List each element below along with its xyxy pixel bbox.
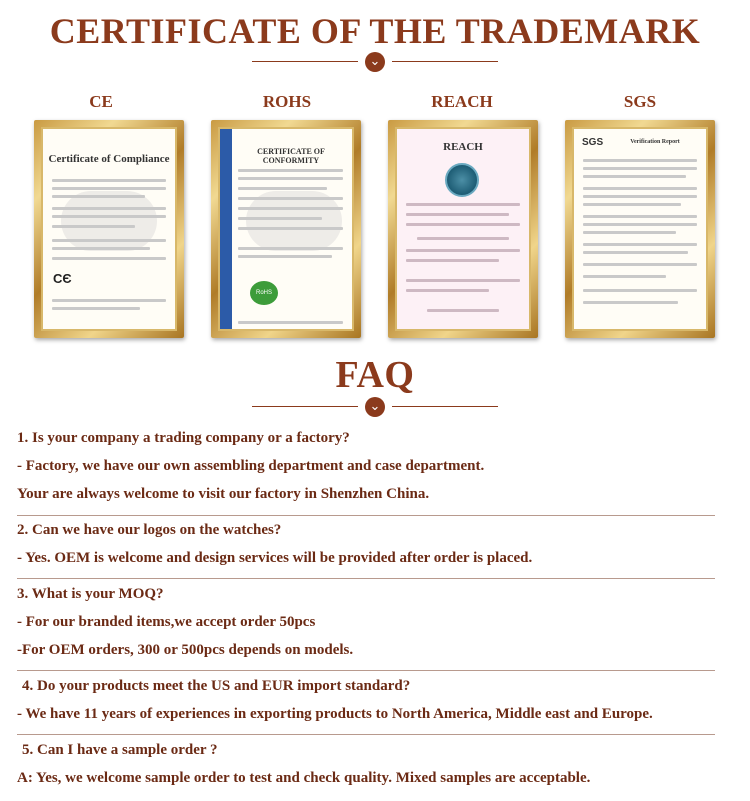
page-title: CERTIFICATE OF THE TRADEMARK bbox=[49, 11, 701, 51]
cert-label-reach: REACH bbox=[431, 92, 493, 111]
reach-certificate-image bbox=[388, 120, 538, 338]
faq-divider-line bbox=[17, 578, 715, 579]
rohs-badge-icon: RoHS bbox=[250, 281, 278, 305]
reach-doc-title: REACH bbox=[443, 141, 483, 153]
faq-answer-4a: - We have 11 years of experiences in exporting products to North America, Middle east and Europe. bbox=[17, 706, 653, 722]
faq-title: FAQ bbox=[335, 354, 415, 396]
cert-label-ce: CE bbox=[89, 92, 113, 111]
faq-answer-1b: Your are always welcome to visit our factory in Shenzhen China. bbox=[17, 486, 430, 502]
faq-question-4: 4. Do your products meet the US and EUR import standard? bbox=[22, 678, 411, 694]
scales-seal-icon bbox=[445, 163, 479, 197]
cert-label-rohs: ROHS bbox=[262, 92, 312, 111]
chevron-down-icon: ⌄ bbox=[365, 397, 385, 417]
sgs-logo-icon: SGS bbox=[582, 137, 604, 148]
faq-divider-line bbox=[17, 670, 715, 671]
faq-answer-2a: - Yes. OEM is welcome and design services will be provided after order is placed. bbox=[17, 550, 533, 566]
ce-mark-icon: CЄ bbox=[53, 271, 72, 286]
title-divider bbox=[0, 50, 750, 74]
faq-question-5: 5. Can I have a sample order ? bbox=[22, 742, 218, 758]
faq-answer-3a: - For our branded items,we accept order 50pcs bbox=[17, 614, 316, 630]
sgs-certificate-image bbox=[565, 120, 715, 338]
sgs-doc-title: Verification Report bbox=[630, 139, 680, 145]
faq-answer-3b: -For OEM orders, 300 or 500pcs depends on models. bbox=[17, 642, 354, 658]
faq-divider-line bbox=[17, 515, 715, 516]
faq-answer-1a: - Factory, we have our own assembling department and case department. bbox=[17, 458, 485, 474]
chevron-down-icon: ⌄ bbox=[365, 52, 385, 72]
cert-label-sgs: SGS bbox=[623, 92, 657, 111]
faq-question-2: 2. Can we have our logos on the watches? bbox=[17, 522, 282, 538]
rohs-doc-title: CERTIFICATE OF CONFORMITY bbox=[257, 147, 325, 165]
faq-answer-5a: A: Yes, we welcome sample order to test and check quality. Mixed samples are acceptable. bbox=[17, 770, 591, 786]
ce-doc-title: Certificate of Compliance bbox=[48, 153, 170, 165]
faq-question-1: 1. Is your company a trading company or a factory? bbox=[17, 430, 350, 446]
faq-divider bbox=[0, 395, 750, 419]
rohs-certificate-image bbox=[211, 120, 361, 338]
ce-certificate-image bbox=[34, 120, 184, 338]
faq-divider-line bbox=[17, 734, 715, 735]
faq-question-3: 3. What is your MOQ? bbox=[17, 586, 164, 602]
